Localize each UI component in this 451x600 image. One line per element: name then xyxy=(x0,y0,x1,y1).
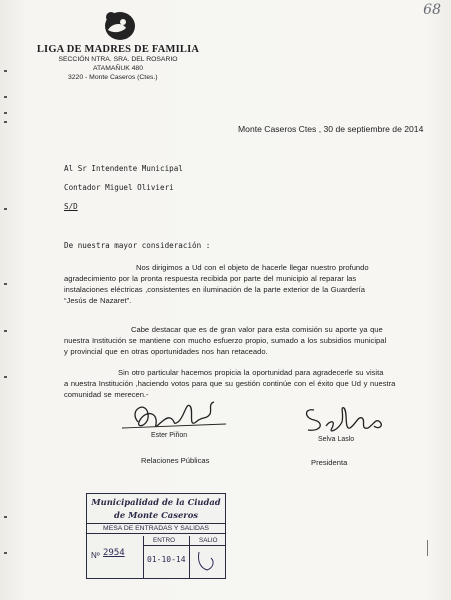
signatory-left-role: Relaciones Públicas xyxy=(141,456,210,465)
paragraph-2-line-1: Cabe destacar que es de gran valor para esta comisión su aporte ya que xyxy=(131,325,383,334)
paragraph-3-line-3: comunidad se merecen.- xyxy=(64,390,149,399)
recipient-line-3: S/D xyxy=(64,202,78,211)
greeting: De nuestra mayor consideración : xyxy=(64,241,211,250)
stamp-department: MESA DE ENTRADAS Y SALIDAS xyxy=(87,523,225,534)
punch-mark xyxy=(4,96,7,98)
org-section: SECCIÓN NTRA. SRA. DEL ROSARIO xyxy=(58,56,178,63)
punch-mark xyxy=(4,552,7,554)
org-street: ATAMAÑUK 480 xyxy=(93,65,143,72)
org-name: LIGA DE MADRES DE FAMILIA xyxy=(36,44,200,55)
paragraph-3-line-2: a nuestra Institución ,haciendo votos para que su gestión continúe con el éxito que Ud y nuestra xyxy=(64,379,396,388)
punch-mark xyxy=(4,376,7,378)
stamp-entry-label: ENTRO xyxy=(153,537,176,544)
paragraph-2-line-2: nuestra Institución se mantiene con mucho esfuerzo propio, sumado a los subsidios municipal xyxy=(64,336,387,345)
stamp-number-label: Nº xyxy=(91,551,100,560)
paragraph-1-line-1: Nos dirigimos a Ud con el objeto de hacerle llegar nuestro profundo xyxy=(136,263,369,272)
stamp-title-line-2: de Monte Caseros xyxy=(113,510,198,520)
recipient-line-1: Al Sr Intendente Municipal xyxy=(64,164,183,173)
date-line: Monte Caseros Ctes , 30 de septiembre de 2014 xyxy=(238,124,424,134)
reception-stamp xyxy=(86,493,226,579)
paragraph-2-line-3: y provincial que en otras oportunidades nos han retaceado. xyxy=(64,347,268,356)
punch-mark xyxy=(4,112,7,114)
paragraph-1-line-3: instalaciones eléctricas ,consistentes en iluminación de la parte exterior de la Guardería xyxy=(64,285,365,294)
stamp-grid xyxy=(87,536,225,578)
recipient-line-2: Contador Miguel Olivieri xyxy=(64,183,174,192)
mother-and-child-logo-icon xyxy=(98,8,138,42)
paragraph-1-line-2: agradecimiento por la pronta respuesta recibida por parte del municipio al reparar las xyxy=(64,274,357,283)
org-city: 3220 - Monte Caseros (Ctes.) xyxy=(68,74,158,81)
stamp-exit-label: SALIO xyxy=(199,537,218,544)
punch-mark xyxy=(4,516,7,518)
paragraph-1-line-4: “Jesús de Nazaret”. xyxy=(64,296,132,305)
paragraph-3-line-1: Sin otro particular hacemos propicia la oportunidad para agradecerle su visita xyxy=(118,368,384,377)
punch-mark xyxy=(4,70,7,72)
punch-mark xyxy=(4,330,7,332)
signatory-right-role: Presidenta xyxy=(311,458,348,467)
signatory-right-name: Selva Laslo xyxy=(318,436,355,443)
margin-mark xyxy=(427,540,431,556)
page-number: 68 xyxy=(423,2,441,18)
stamp-entry-date: 01-10-14 xyxy=(147,555,186,564)
punch-mark xyxy=(4,121,7,123)
letterhead xyxy=(28,8,208,82)
punch-mark xyxy=(4,283,7,285)
stamp-number-value: 2954 xyxy=(103,548,125,558)
stamp-exit-mark xyxy=(195,548,219,574)
stamp-title-line-1: Municipalidad de la Ciudad xyxy=(91,497,221,507)
punch-mark xyxy=(4,208,7,210)
signatory-left-name: Ester Piñon xyxy=(151,432,188,439)
signature-right xyxy=(300,400,390,440)
